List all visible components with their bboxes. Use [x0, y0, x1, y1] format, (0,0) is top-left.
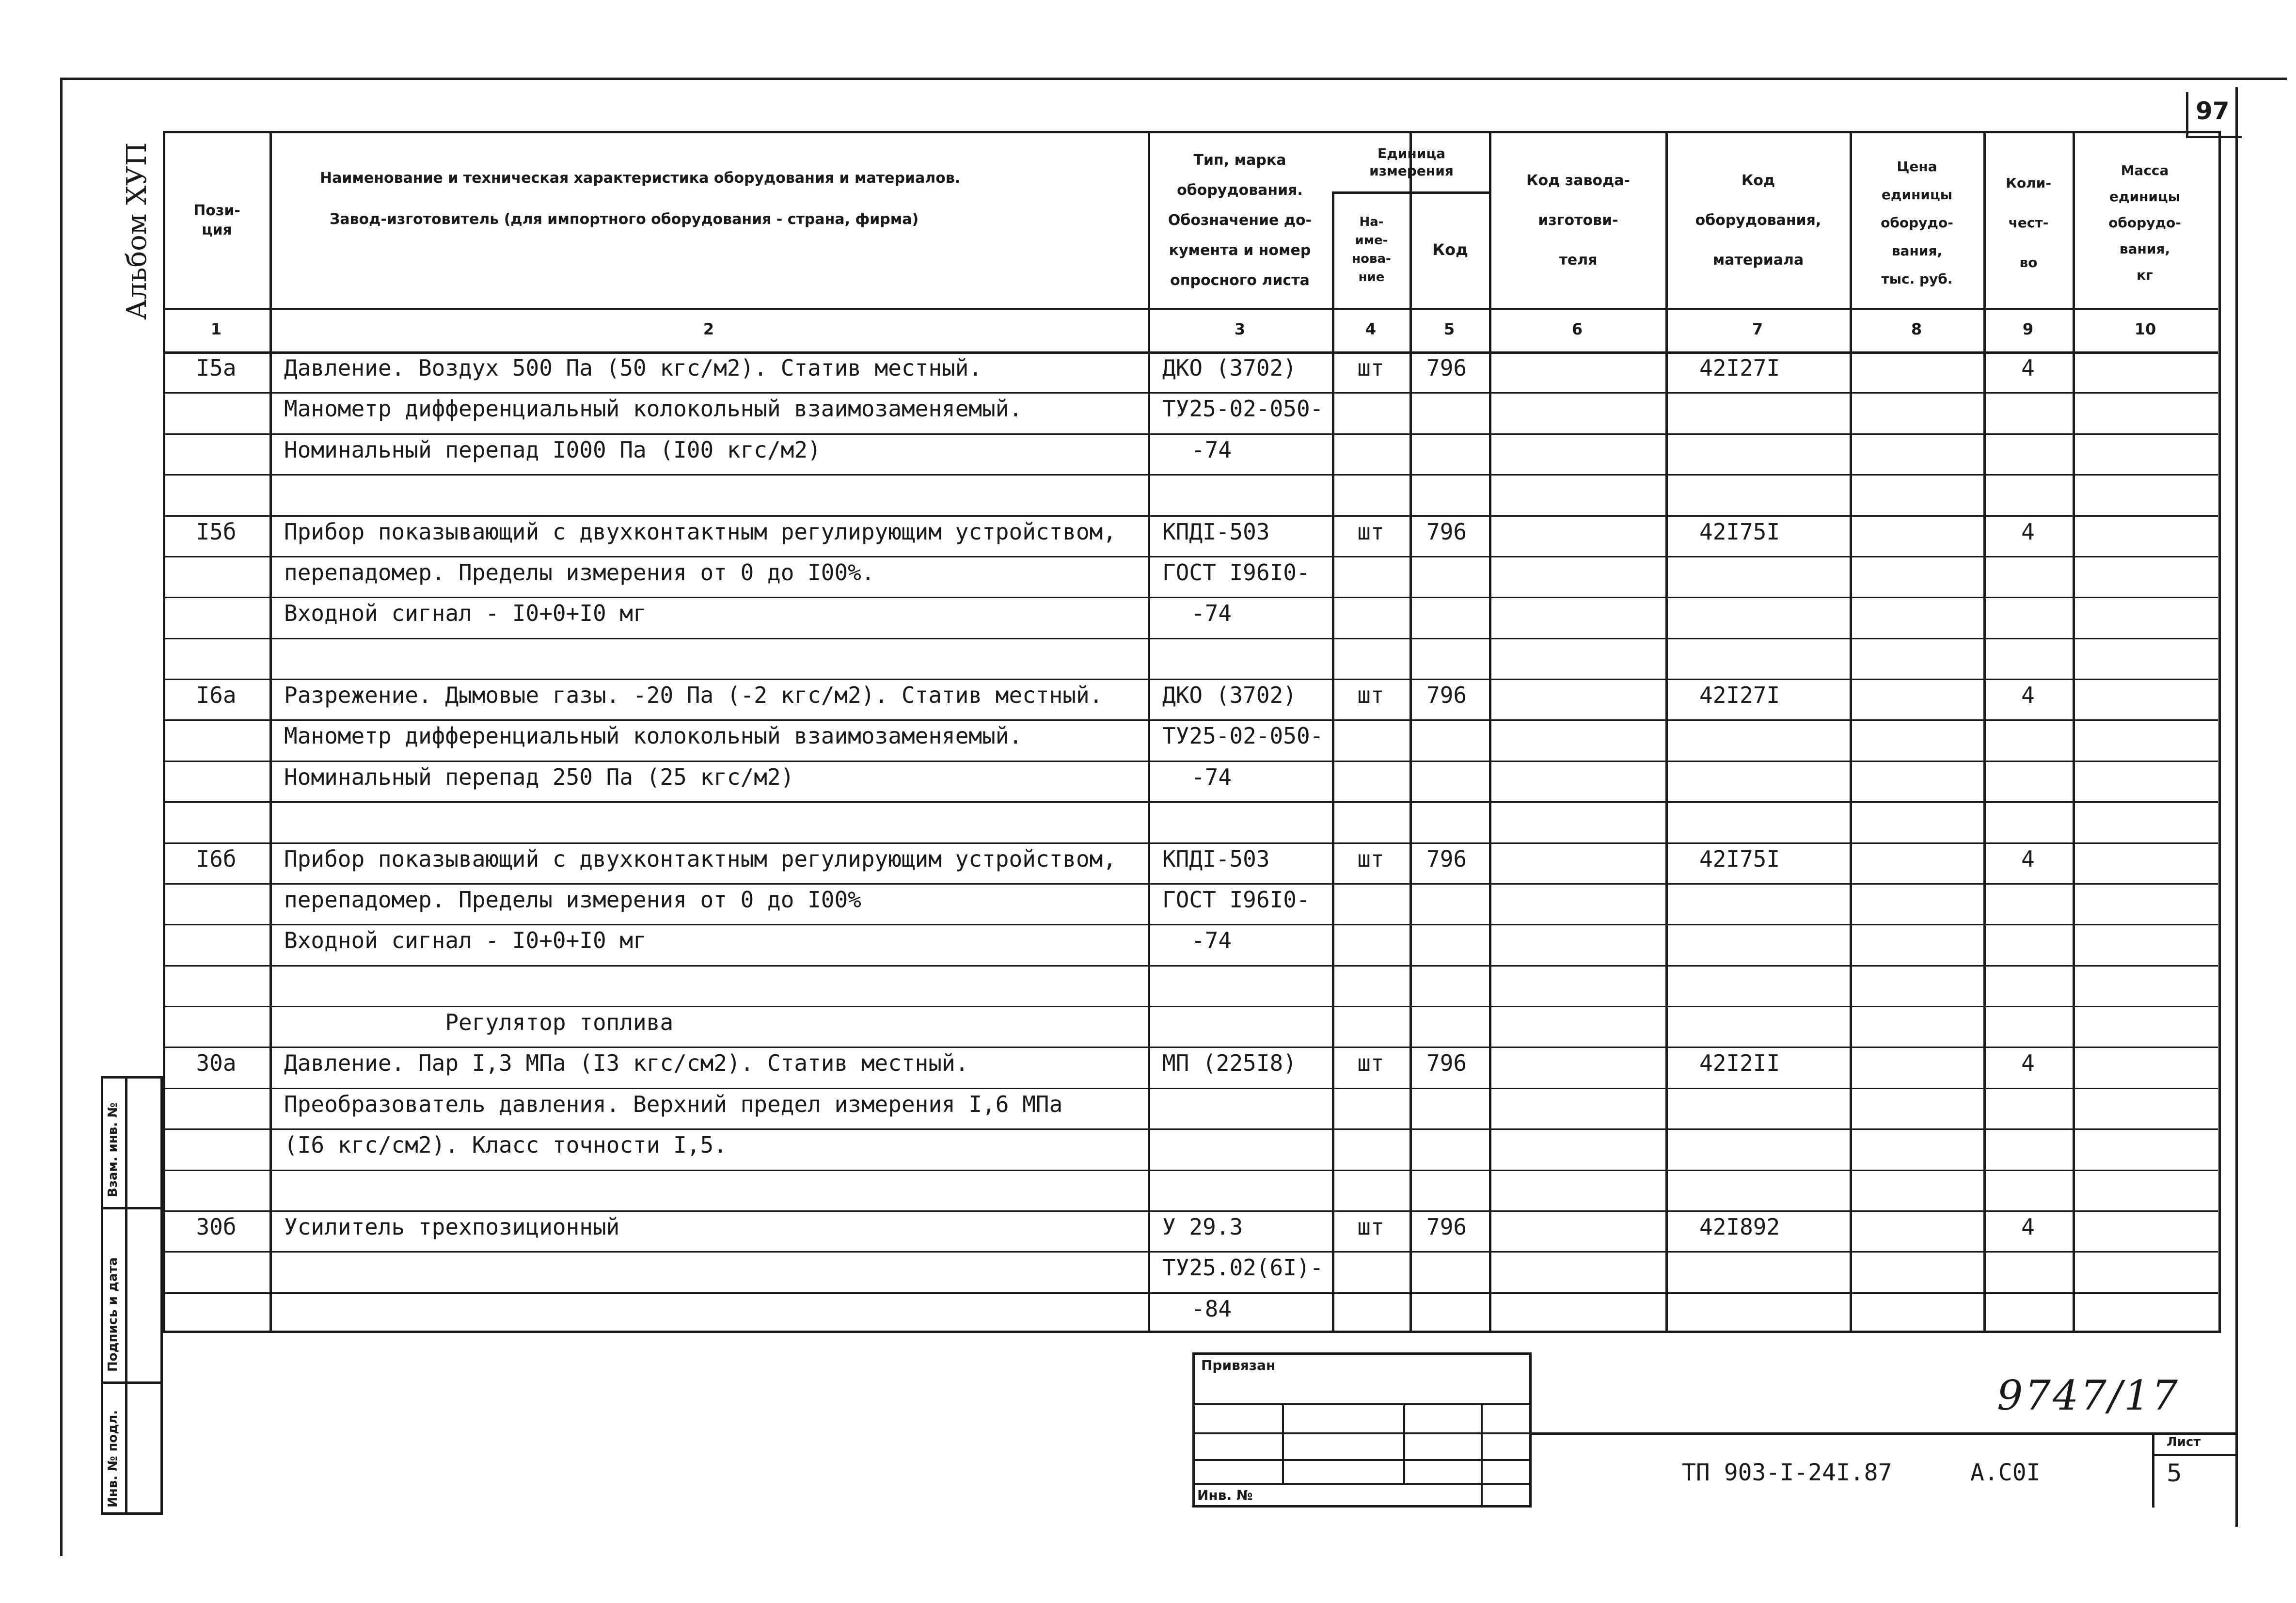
right-border — [2235, 87, 2238, 1527]
row-name: Преобразователь давления. Верхний предел измерения I,6 МПа — [284, 1091, 1063, 1117]
table-row-divider — [163, 392, 2218, 394]
row-equipment-code: 42I2II — [1699, 1050, 1780, 1077]
table-col-divider — [1665, 131, 1668, 1333]
header-col8: Цена единицы оборудо- вания, тыс. руб. — [1881, 159, 1953, 287]
row-type: КПДI-503 — [1162, 518, 1270, 545]
row-equipment-code: 42I75I — [1699, 518, 1780, 545]
row-type: -74 — [1191, 600, 1232, 627]
table-col-divider — [269, 131, 272, 1333]
row-type: ТУ25.02(6I)- — [1162, 1254, 1324, 1281]
table-row-divider — [163, 1210, 2218, 1212]
row-type: -74 — [1191, 436, 1232, 463]
side-stamp-line-2 — [101, 1381, 163, 1384]
table-col-divider — [1850, 131, 1852, 1333]
row-type: -74 — [1191, 927, 1232, 954]
table-col-divider — [1148, 131, 1150, 1333]
header-col3: Тип, марка оборудования. Обозначение до- кумента и номер опросного листа — [1168, 152, 1312, 289]
stamp-album-code: А.С0I — [1970, 1459, 2041, 1486]
row-type: КПДI-503 — [1162, 845, 1270, 872]
row-position: I6a — [196, 682, 237, 708]
column-number: 5 — [1443, 320, 1455, 338]
row-position: I5б — [196, 518, 237, 545]
row-name: Входной сигнал - I0+0+I0 мг — [284, 927, 647, 954]
table-row-divider — [163, 1128, 2218, 1130]
stamp-inv-label: Инв. № — [1197, 1487, 1253, 1503]
row-name: Номинальный перепад 250 Па (25 кгс/м2) — [284, 763, 794, 790]
table-row-divider — [163, 965, 2218, 967]
table-col-divider — [1983, 131, 1986, 1333]
stamp-vline-1 — [1282, 1403, 1284, 1483]
side-label-inv-podl: Инв. № подл. — [106, 1410, 120, 1508]
header-col9: Коли- чест- во — [2006, 175, 2051, 270]
row-unit: шт — [1357, 1050, 1384, 1077]
header-col2-line2: Завод-изготовитель (для импортного оборудования - страна, фирма) — [330, 211, 919, 228]
row-quantity: 4 — [2021, 518, 2035, 545]
row-name: перепадомер. Пределы измерения от 0 до I00%. — [284, 559, 875, 586]
column-number: 6 — [1571, 320, 1583, 338]
column-number: 7 — [1752, 320, 1763, 338]
row-quantity: 4 — [2021, 845, 2035, 872]
stamp-sheet-number: 5 — [2167, 1459, 2182, 1487]
row-name: Разрежение. Дымовые газы. -20 Па (-2 кгс/м2). Статив местный. — [284, 682, 1103, 708]
row-unit: шт — [1357, 682, 1384, 708]
table-col-divider — [1409, 131, 1412, 1333]
column-number: 10 — [2134, 320, 2156, 338]
table-row-divider — [163, 883, 2218, 885]
header-unit-group: Единица измерения — [1369, 145, 1454, 179]
column-number: 9 — [2022, 320, 2034, 338]
table-row-divider — [163, 638, 2218, 639]
left-border — [60, 78, 63, 1556]
table-row-divider — [163, 515, 2218, 517]
stamp-vline-3 — [1481, 1403, 1483, 1508]
row-type: ДКО (3702) — [1162, 682, 1297, 708]
table-row-divider — [163, 556, 2218, 557]
row-name: Манометр дифференциальный колокольный взаимозаменяемый. — [284, 723, 1023, 749]
row-quantity: 4 — [2021, 1213, 2035, 1240]
row-unit: шт — [1357, 1213, 1384, 1240]
album-label: Альбом ХУП — [121, 142, 153, 320]
column-number: 4 — [1365, 320, 1377, 338]
row-unit-code: 796 — [1426, 682, 1467, 708]
row-unit-code: 796 — [1426, 355, 1467, 381]
table-row-divider — [163, 597, 2218, 598]
row-name: Усилитель трехпозиционный — [284, 1213, 620, 1240]
row-unit-code: 796 — [1426, 1050, 1467, 1077]
table-row-divider — [163, 679, 2218, 680]
stamp-doc-line — [1532, 1432, 2237, 1435]
side-stamp-vline — [125, 1076, 127, 1515]
row-quantity: 4 — [2021, 355, 2035, 381]
header-col7: Код оборудования, материала — [1695, 172, 1821, 269]
header-col6: Код завода- изготови- теля — [1526, 172, 1630, 269]
table-row-divider — [163, 1251, 2218, 1253]
table-row-divider — [163, 1088, 2218, 1089]
row-equipment-code: 42I892 — [1699, 1213, 1780, 1240]
row-type: -74 — [1191, 763, 1232, 790]
header-col1: Пози- ция — [193, 202, 240, 238]
side-label-vzam: Взам. инв. № — [106, 1102, 120, 1197]
header-col5: Код — [1432, 240, 1468, 259]
table-row-divider — [163, 1047, 2218, 1048]
row-quantity: 4 — [2021, 682, 2035, 708]
table-row-divider — [163, 1292, 2218, 1294]
stamp-doc-code: ТП 903-I-24I.87 — [1682, 1459, 1892, 1486]
side-stamp-line-1 — [101, 1207, 163, 1209]
row-name: Номинальный перепад I000 Па (I00 кгс/м2) — [284, 436, 821, 463]
column-number: 1 — [210, 320, 222, 338]
row-type: МП (225I8) — [1162, 1050, 1297, 1077]
row-equipment-code: 42I27I — [1699, 355, 1780, 381]
row-equipment-code: 42I27I — [1699, 682, 1780, 708]
column-number: 2 — [703, 320, 714, 338]
row-unit: шт — [1357, 518, 1384, 545]
row-name: перепадомер. Пределы измерения от 0 до I00% — [284, 886, 861, 913]
row-name: Манометр дифференциальный колокольный взаимозаменяемый. — [284, 396, 1023, 422]
header-col2 — [271, 170, 1144, 228]
row-position: 30б — [196, 1213, 237, 1240]
top-border — [62, 78, 2287, 80]
header-col4: На- име- нова- ние — [1352, 215, 1391, 285]
row-quantity: 4 — [2021, 1050, 2035, 1077]
row-type: У 29.3 — [1162, 1213, 1243, 1240]
row-unit: шт — [1357, 845, 1384, 872]
row-type: ГОСТ I96I0- — [1162, 886, 1310, 913]
table-row-divider — [163, 433, 2218, 435]
row-equipment-code: 42I75I — [1699, 845, 1780, 872]
table-row-divider — [163, 1006, 2218, 1007]
row-name: (I6 кгс/см2). Класс точности I,5. — [284, 1132, 727, 1159]
stamp-privyazan-label: Привязан — [1201, 1357, 1276, 1373]
column-number: 8 — [1911, 320, 1922, 338]
stamp-handwritten: 9747/17 — [1997, 1372, 2180, 1419]
side-label-podpis: Подпись и дата — [106, 1257, 120, 1372]
table-row-divider — [163, 719, 2218, 721]
row-name: Давление. Воздух 500 Па (50 кгс/м2). Статив местный. — [284, 355, 982, 381]
row-position: 30a — [196, 1050, 237, 1077]
row-name: Входной сигнал - I0+0+I0 мг — [284, 600, 647, 627]
header-bottom-line — [163, 308, 2218, 310]
row-position: I6б — [196, 845, 237, 872]
row-name: Прибор показывающий с двухконтактным регулирующим устройством, — [284, 845, 1117, 872]
row-name: Давление. Пар I,3 МПа (I3 кгс/см2). Статив местный. — [284, 1050, 969, 1077]
table-col-divider — [2073, 131, 2075, 1333]
header-col2-line1: Наименование и техническая характеристика оборудования и материалов. — [320, 170, 961, 187]
row-type: ТУ25-02-050- — [1162, 396, 1324, 422]
sheet-top-number: 97 — [2196, 97, 2230, 125]
table-row-divider — [163, 761, 2218, 762]
table-row-divider — [163, 924, 2218, 925]
row-type: ДКО (3702) — [1162, 355, 1297, 381]
row-type: -84 — [1191, 1295, 1232, 1322]
table-col-divider — [1489, 131, 1491, 1333]
row-position: I5a — [196, 355, 237, 381]
row-unit-code: 796 — [1426, 518, 1467, 545]
row-unit-code: 796 — [1426, 845, 1467, 872]
column-number: 3 — [1234, 320, 1246, 338]
stamp-sheet-divider — [2152, 1454, 2237, 1456]
row-type: ГОСТ I96I0- — [1162, 559, 1310, 586]
table-row-divider — [163, 1170, 2218, 1171]
table-row-divider — [163, 801, 2218, 803]
row-unit-code: 796 — [1426, 1213, 1467, 1240]
table-row-divider — [163, 842, 2218, 844]
row-name: Регулятор топлива — [284, 1009, 674, 1035]
table-row-divider — [163, 474, 2218, 476]
row-type: ТУ25-02-050- — [1162, 723, 1324, 749]
header-col10: Масса единицы оборудо- вания, кг — [2108, 162, 2181, 283]
row-unit: шт — [1357, 355, 1384, 381]
stamp-sheet-label: Лист — [2167, 1435, 2201, 1449]
row-name: Прибор показывающий с двухконтактным регулирующим устройством, — [284, 518, 1117, 545]
stamp-vline-2 — [1403, 1403, 1405, 1483]
